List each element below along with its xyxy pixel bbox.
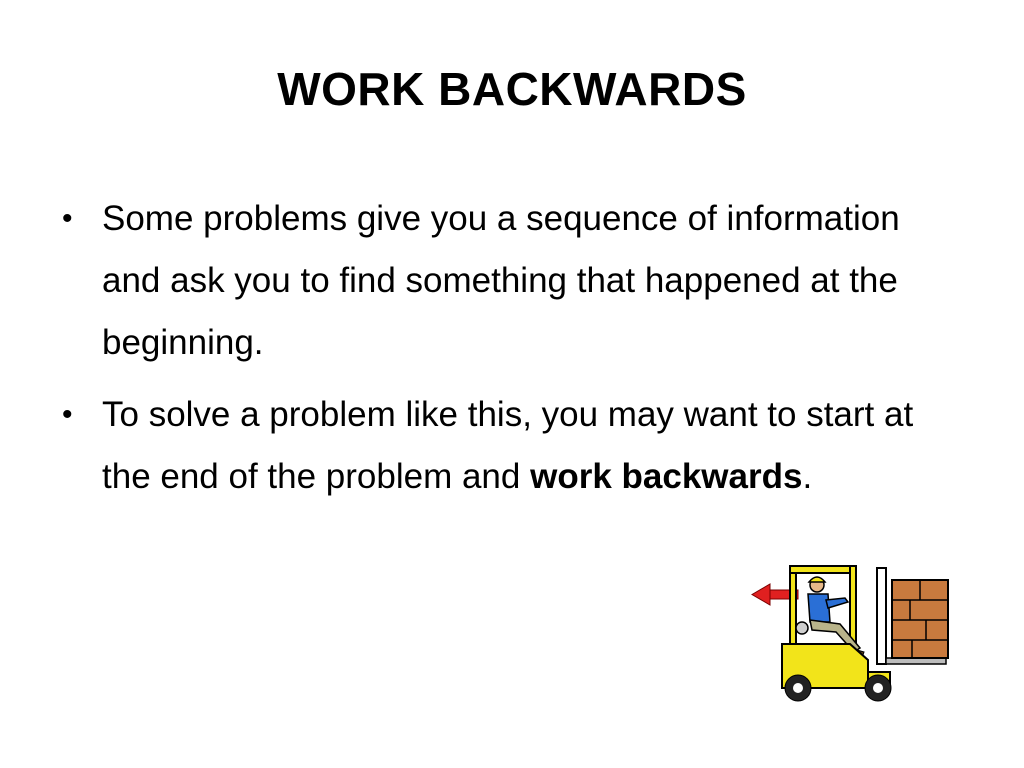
bullet-list: [56, 188, 956, 518]
boxes-stack: [892, 580, 948, 658]
bullet-text-end: .: [802, 457, 813, 496]
forklift-icon: [750, 560, 955, 706]
bullet-marker: •: [62, 202, 73, 235]
bullet-item: [56, 384, 956, 508]
bullet-text-plain: To solve a problem like this, you may want to start at the end of the problem and: [102, 395, 914, 496]
bullet-text: Some problems give you a sequence of information and ask you to find something that happened at the beginning.: [102, 199, 900, 362]
bullet-text: [102, 384, 932, 508]
bullet-marker: •: [62, 398, 73, 431]
bullet-text-bold: work backwards: [530, 457, 803, 496]
slide-title: WORK BACKWARDS: [277, 63, 747, 115]
bullet-item: [56, 188, 956, 374]
